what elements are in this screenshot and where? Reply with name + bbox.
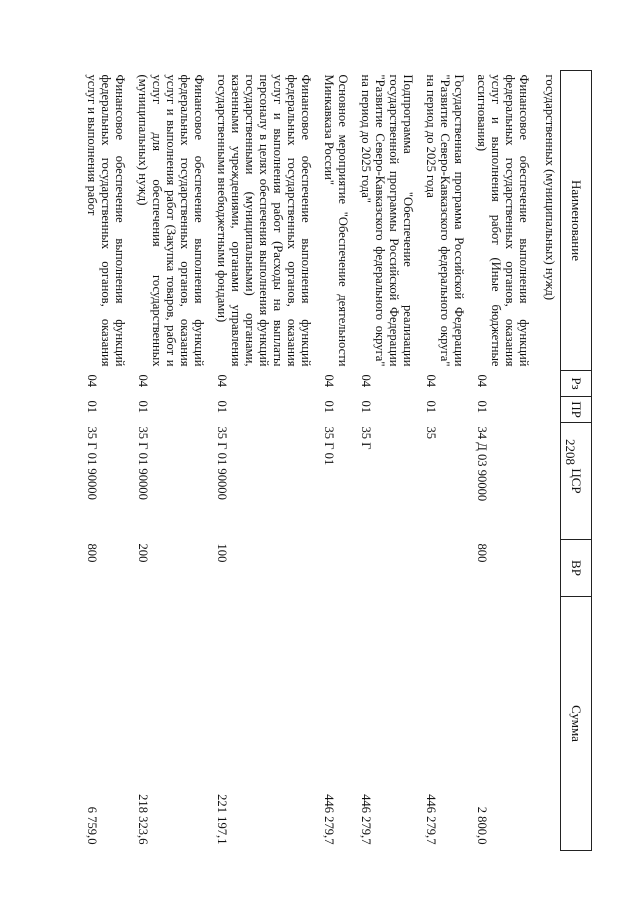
row-sum: 6 759,0 <box>85 806 99 845</box>
row-vr: 800 <box>85 543 99 563</box>
row-rz: 04 <box>85 374 99 388</box>
row-pr: 01 <box>85 400 99 414</box>
row-pr: 01 <box>424 400 438 414</box>
row-pr: 01 <box>215 400 229 414</box>
row-name: Финансовое обеспечение выполнения функций федеральных государственных органов, оказания услуг и выполнения работ (Расходы на выплаты персоналу в целях обеспечения выполнения функций государственными (муниципальными) органами, казенными учреждениями, органами управления государственными внебюджетными фондами) <box>215 74 313 367</box>
row-rz: 04 <box>136 374 150 388</box>
row-pr: 01 <box>475 400 489 414</box>
row-sum: 446 279,7 <box>424 794 438 845</box>
table-row <box>82 71 133 851</box>
page-number: 2208 <box>563 439 578 465</box>
row-vr <box>421 540 472 597</box>
header-rz: Рз <box>561 371 592 397</box>
row-sum: 446 279,7 <box>322 794 336 845</box>
row-sum: 446 279,7 <box>359 794 373 845</box>
header-csr: ЦСР <box>561 423 592 540</box>
row-sum: 2 800,0 <box>475 806 489 845</box>
row-vr <box>356 540 421 597</box>
table-row <box>421 71 472 851</box>
row-pr: 01 <box>136 400 150 414</box>
row-rz: 04 <box>359 374 373 388</box>
table-row <box>319 71 356 851</box>
row-vr: 800 <box>475 543 489 563</box>
budget-table <box>82 70 592 851</box>
table-row <box>212 71 319 851</box>
header-sum: Сумма <box>561 597 592 851</box>
row-csr: 34 Д 03 90000 <box>475 426 489 502</box>
table-row <box>356 71 421 851</box>
row-sum: 221 197,1 <box>215 794 229 845</box>
header-pr: ПР <box>561 397 592 423</box>
continuation-text: государственных (муниципальных) нужд) <box>543 74 557 301</box>
row-pr: 01 <box>359 400 373 414</box>
row-pr: 01 <box>322 400 336 414</box>
row-csr: 35 Г <box>359 426 373 450</box>
table-row <box>472 71 537 851</box>
row-name: Подпрограмма "Обеспечение реализации государственной программы Российской Федерации "Развитие Северо-Кавказского федерального округа" на период до 2025 года" <box>359 74 415 367</box>
row-rz: 04 <box>322 374 336 388</box>
row-name: Финансовое обеспечение выполнения функций федеральных государственных органов, оказания услуг и выполнения работ (Закупка товаров, работ и услуг для обеспечения государственных (муниципальных) нужд) <box>136 74 206 367</box>
row-name: Основное мероприятие "Обеспечение деятельности Минкавказа России" <box>322 74 350 367</box>
row-csr: 35 Г 01 90000 <box>215 426 229 500</box>
row-name: Финансовое обеспечение выполнения функций федеральных государственных органов, оказания услуг и выполнения работ <box>85 74 127 367</box>
row-csr: 35 Г 01 <box>322 426 336 466</box>
budget-table-sheet <box>85 70 592 850</box>
row-csr: 35 Г 01 90000 <box>85 426 99 500</box>
row-name: Государственная программа Российской Федерации "Развитие Северо-Кавказского федерального округа" на период до 2025 года <box>424 74 466 367</box>
table-row-continuation <box>537 71 561 851</box>
row-rz: 04 <box>215 374 229 388</box>
row-sum: 218 323,6 <box>136 794 150 845</box>
row-vr: 200 <box>136 543 150 563</box>
table-row <box>133 71 212 851</box>
row-csr: 35 Г 01 90000 <box>136 426 150 500</box>
header-name: Наименование <box>561 71 592 371</box>
row-vr <box>319 540 356 597</box>
header-vr: ВР <box>561 540 592 597</box>
row-vr: 100 <box>215 543 229 563</box>
row-csr: 35 <box>424 426 438 440</box>
row-name: Финансовое обеспечение выполнения функций федеральных государственных органов, оказания услуг и выполнения работ (Иные бюджетные ассигнования) <box>475 74 531 367</box>
row-rz: 04 <box>424 374 438 388</box>
table-header-row <box>561 71 592 851</box>
row-rz: 04 <box>475 374 489 388</box>
